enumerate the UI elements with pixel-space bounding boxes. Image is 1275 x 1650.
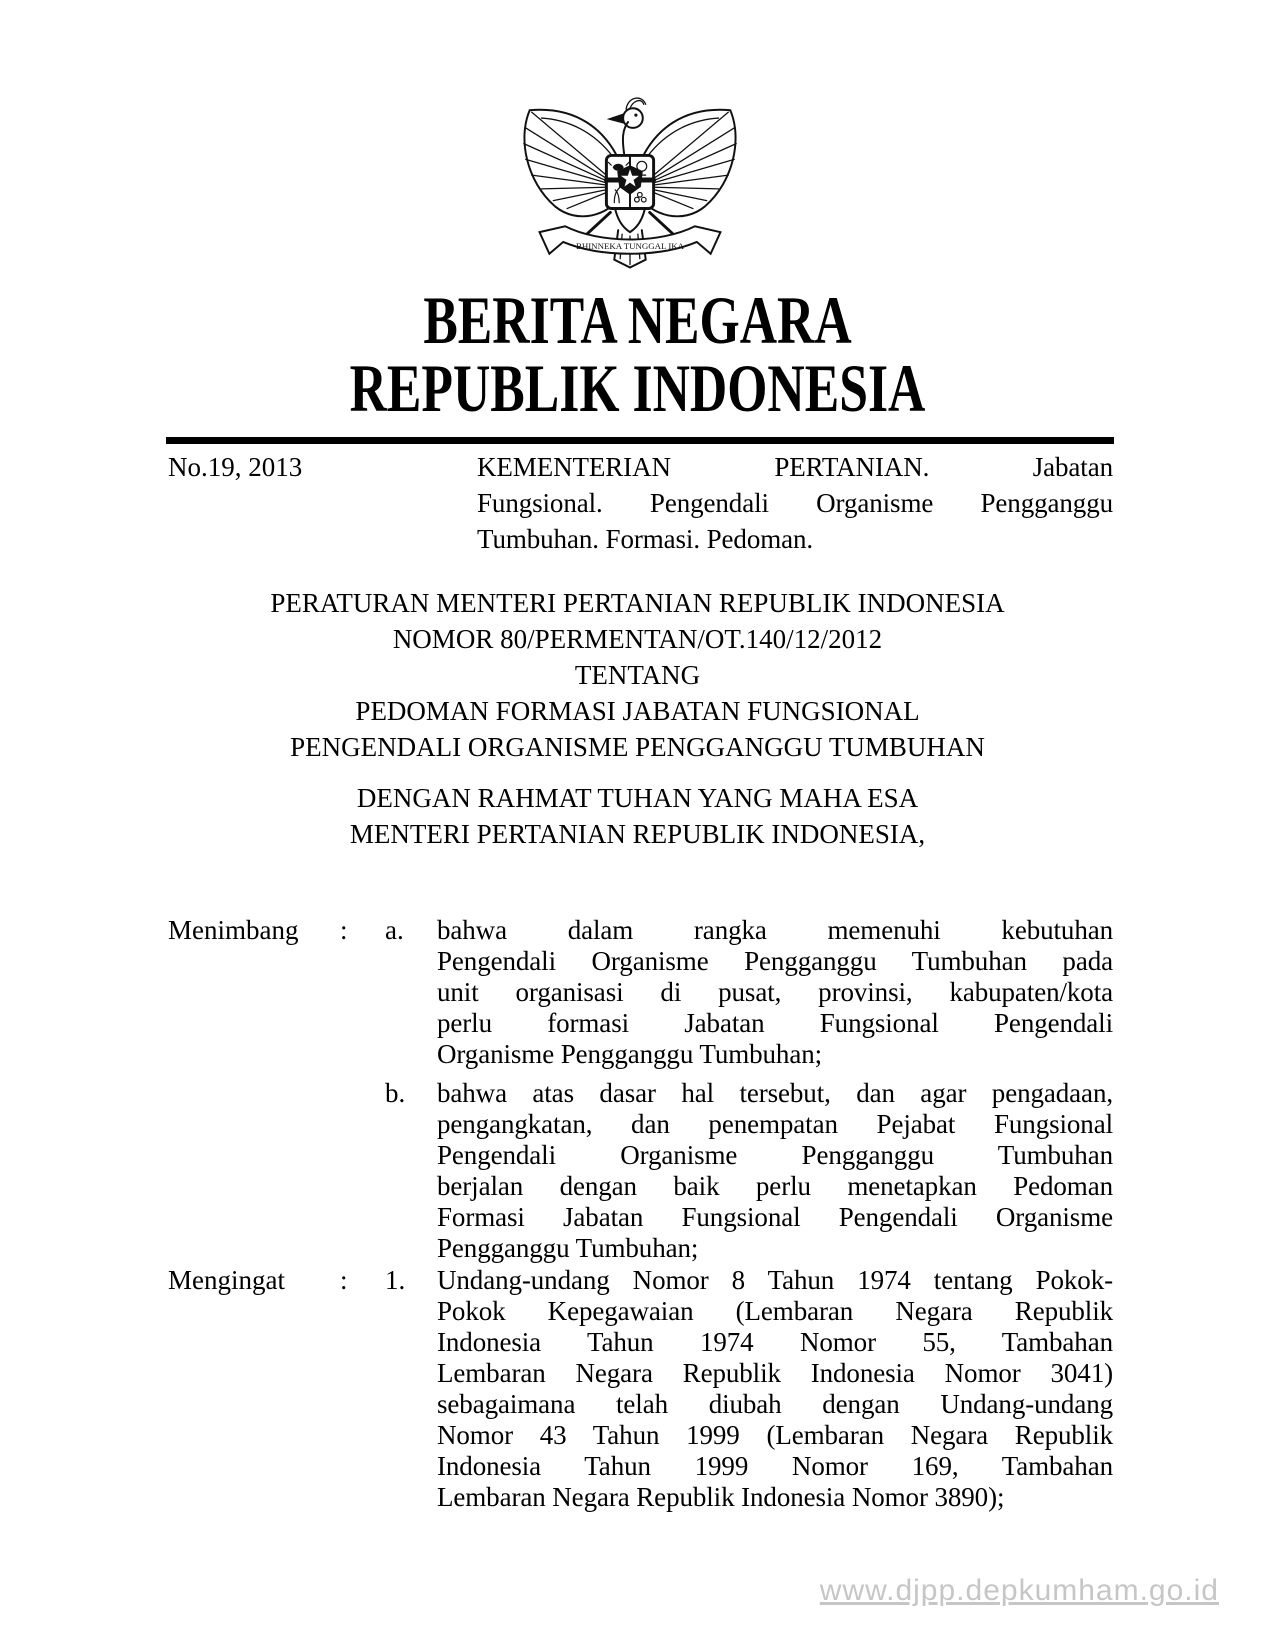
text-line: KEMENTERIAN PERTANIAN. Jabatan	[477, 452, 1113, 482]
masthead-line-2: REPUBLIK INDONESIA	[349, 350, 926, 426]
abstract-block	[477, 449, 1113, 557]
text-line: Pengganggu Tumbuhan;	[437, 1233, 699, 1263]
masthead-divider-rule	[166, 437, 1114, 444]
item-paragraph	[437, 915, 1113, 1070]
text-line: Tumbuhan. Formasi. Pedoman.	[477, 524, 814, 554]
text-line: perlu formasi Jabatan Fungsional Pengendali	[437, 1008, 1113, 1038]
section-item-row	[168, 915, 1113, 1070]
item-marker: 1.	[385, 1265, 406, 1295]
text-line: berjalan dengan baik perlu menetapkan Pedoman	[437, 1171, 1113, 1201]
regulation-title-block	[0, 585, 1275, 765]
text-line: Indonesia Tahun 1974 Nomor 55, Tambahan	[437, 1327, 1113, 1357]
text-line: Undang-undang Nomor 8 Tahun 1974 tentang Pokok-	[437, 1265, 1113, 1295]
section-label: Mengingat	[168, 1265, 285, 1295]
legal-basis-section	[168, 1265, 1113, 1513]
section-label: Menimbang	[168, 915, 299, 945]
section-separator: :	[340, 1265, 348, 1295]
issue-number: No.19, 2013	[168, 452, 303, 482]
text-line: Pengendali Organisme Pengganggu Tumbuhan pada	[437, 946, 1113, 976]
text-line: Organisme Pengganggu Tumbuhan;	[437, 1039, 823, 1069]
text-line: DENGAN RAHMAT TUHAN YANG MAHA ESA	[356, 783, 919, 813]
section-separator: :	[340, 915, 348, 945]
text-line: MENTERI PERTANIAN REPUBLIK INDONESIA,	[349, 819, 926, 849]
considering-section	[168, 915, 1113, 1264]
text-line: bahwa atas dasar hal tersebut, dan agar pengadaan,	[437, 1078, 1113, 1108]
text-line: Lembaran Negara Republik Indonesia Nomor 3890);	[437, 1482, 1005, 1512]
item-paragraph	[437, 1078, 1113, 1264]
item-marker: b.	[385, 1078, 406, 1108]
text-line: unit organisasi di pusat, provinsi, kabupaten/kota	[437, 977, 1113, 1007]
text-line: PERATURAN MENTERI PERTANIAN REPUBLIK INDONESIA	[270, 588, 1005, 618]
text-line: bahwa dalam rangka memenuhi kebutuhan	[437, 915, 1113, 945]
text-line: Pengendali Organisme Pengganggu Tumbuhan	[437, 1140, 1113, 1170]
invocation-block	[0, 780, 1275, 852]
masthead-title	[153, 282, 1122, 426]
masthead-line-1: BERITA NEGARA	[423, 282, 852, 358]
text-line: Indonesia Tahun 1999 Nomor 169, Tambahan	[437, 1451, 1113, 1481]
section-item-row	[168, 1078, 1113, 1264]
text-line: sebagaimana telah diubah dengan Undang-undang	[437, 1389, 1113, 1419]
item-paragraph	[437, 1265, 1113, 1513]
section-item-row	[168, 1265, 1113, 1513]
item-marker: a.	[385, 915, 404, 945]
text-line: PEDOMAN FORMASI JABATAN FUNGSIONAL	[355, 696, 920, 726]
text-line: pengangkatan, dan penempatan Pejabat Fungsional	[437, 1109, 1113, 1139]
text-line: NOMOR 80/PERMENTAN/OT.140/12/2012	[392, 624, 883, 654]
text-line: TENTANG	[574, 660, 701, 690]
watermark-url: www.djpp.depkumham.go.id	[819, 1574, 1219, 1607]
text-line: Pokok Kepegawaian (Lembaran Negara Republik	[437, 1296, 1113, 1326]
text-line: Fungsional. Pengendali Organisme Pengganggu	[477, 488, 1113, 518]
emblem-ribbon-text: BHINNEKA TUNGGAL IKA	[575, 240, 685, 251]
text-line: PENGENDALI ORGANISME PENGGANGGU TUMBUHAN	[290, 732, 985, 762]
garuda-pancasila-emblem-icon	[512, 82, 748, 280]
text-line: Formasi Jabatan Fungsional Pengendali Organisme	[437, 1202, 1113, 1232]
text-line: Nomor 43 Tahun 1999 (Lembaran Negara Republik	[437, 1420, 1113, 1450]
text-line: Lembaran Negara Republik Indonesia Nomor 3041)	[437, 1358, 1113, 1388]
